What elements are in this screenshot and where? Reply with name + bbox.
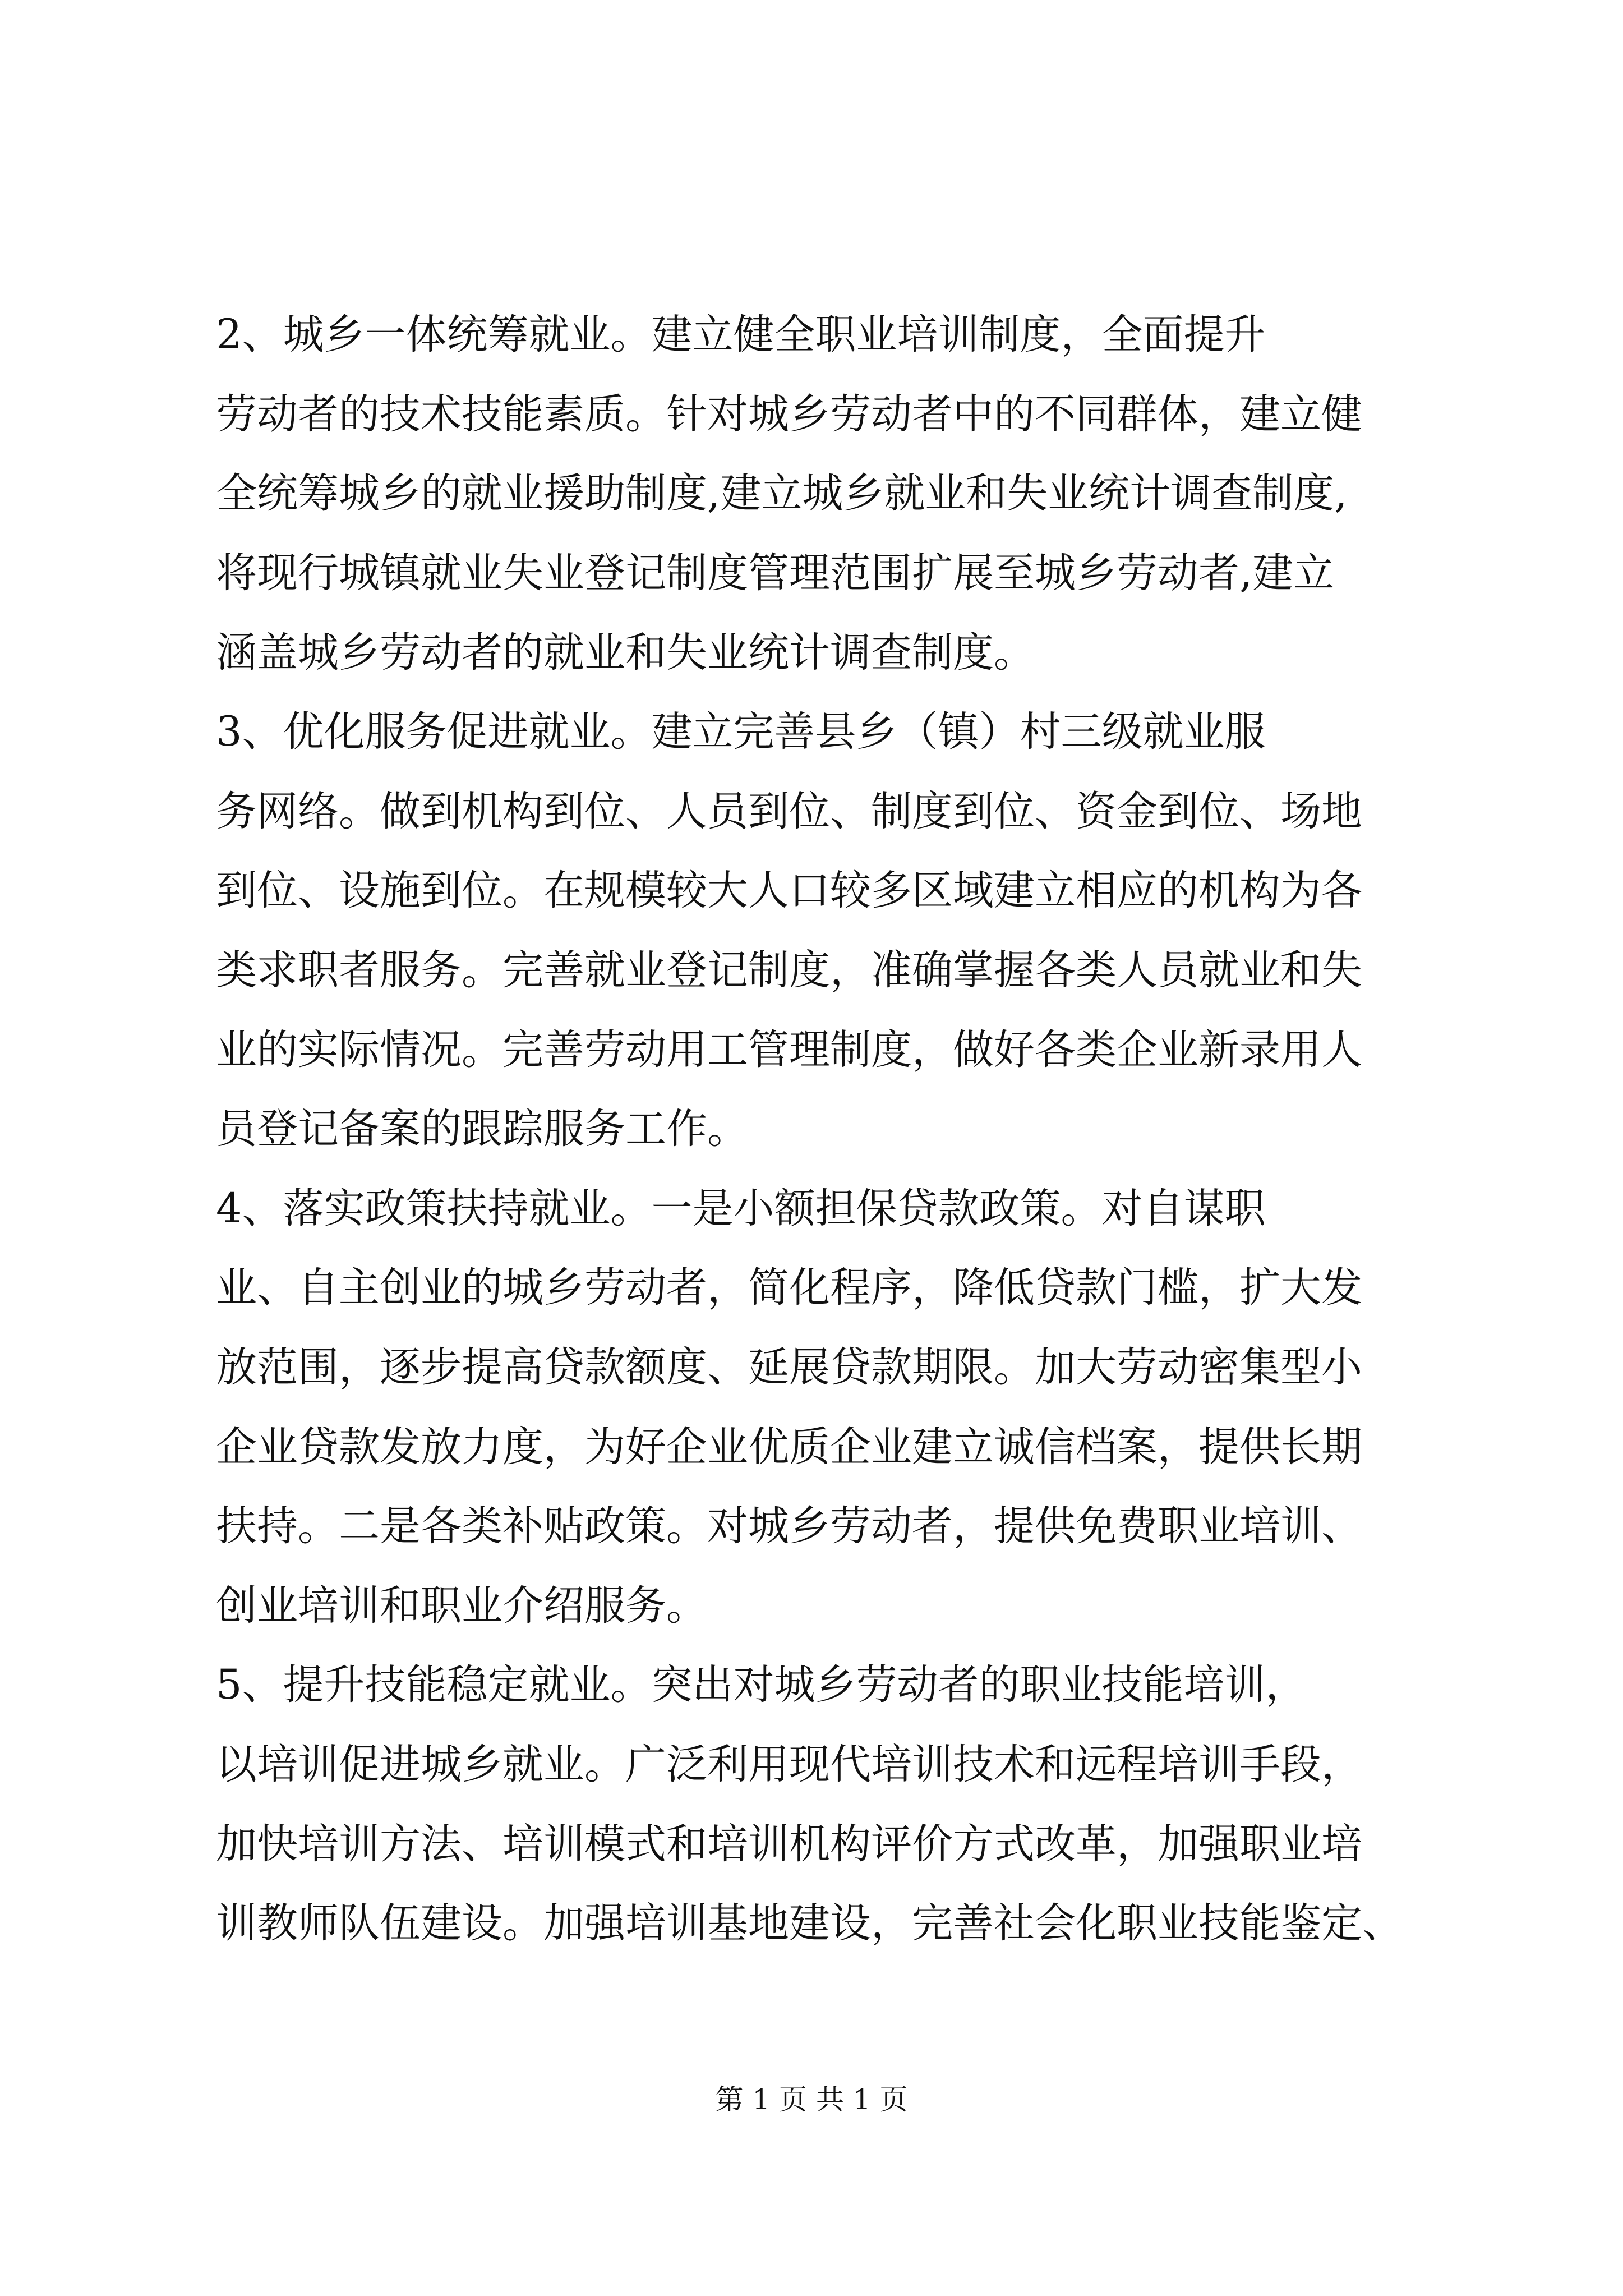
body-text-line: 扶持。二是各类补贴政策。对城乡劳动者，提供免费职业培训、 — [216, 1502, 1362, 1550]
body-text-line: 将现行城镇就业失业登记制度管理范围扩展至城乡劳动者,建立 — [216, 549, 1335, 597]
page-footer: 第 1 页 共 1 页 — [715, 2083, 908, 2116]
body-text-line: 业的实际情况。完善劳动用工管理制度，做好各类企业新录用人 — [216, 1026, 1362, 1074]
body-text-line: 以培训促进城乡就业。广泛利用现代培训技术和远程培训手段， — [216, 1741, 1362, 1788]
body-text-line: 4、落实政策扶持就业。一是小额担保贷款政策。对自谋职 — [216, 1185, 1266, 1232]
body-text-line: 创业培训和职业介绍服务。 — [216, 1582, 707, 1630]
body-text-line: 加快培训方法、培训模式和培训机构评价方式改革，加强职业培 — [216, 1820, 1362, 1868]
body-text-line: 全统筹城乡的就业援助制度,建立城乡就业和失业统计调查制度, — [216, 470, 1348, 517]
body-text-line: 员登记备案的跟踪服务工作。 — [216, 1105, 748, 1153]
body-text-line: 放范围，逐步提高贷款额度、延展贷款期限。加大劳动密集型小 — [216, 1343, 1362, 1391]
body-text-line: 2、城乡一体统筹就业。建立健全职业培训制度，全面提升 — [216, 311, 1266, 358]
body-text-line: 企业贷款发放力度，为好企业优质企业建立诚信档案，提供长期 — [216, 1423, 1362, 1471]
body-text-line: 3、优化服务促进就业。建立完善县乡（镇）村三级就业服 — [216, 708, 1266, 756]
body-text-line: 类求职者服务。完善就业登记制度，准确掌握各类人员就业和失 — [216, 946, 1362, 994]
body-text-line: 涵盖城乡劳动者的就业和失业统计调查制度。 — [216, 629, 1035, 677]
body-text-line: 劳动者的技术技能素质。针对城乡劳动者中的不同群体，建立健 — [216, 390, 1362, 438]
body-text-line: 务网络。做到机构到位、人员到位、制度到位、资金到位、场地 — [216, 788, 1362, 835]
body-text-line: 训教师队伍建设。加强培训基地建设，完善社会化职业技能鉴定、 — [216, 1899, 1403, 1947]
body-text-line: 到位、设施到位。在规模较大人口较多区域建立相应的机构为各 — [216, 867, 1362, 914]
body-text-line: 业、自主创业的城乡劳动者，简化程序，降低贷款门槛，扩大发 — [216, 1264, 1362, 1312]
body-text-line: 5、提升技能稳定就业。突出对城乡劳动者的职业技能培训， — [216, 1661, 1307, 1709]
